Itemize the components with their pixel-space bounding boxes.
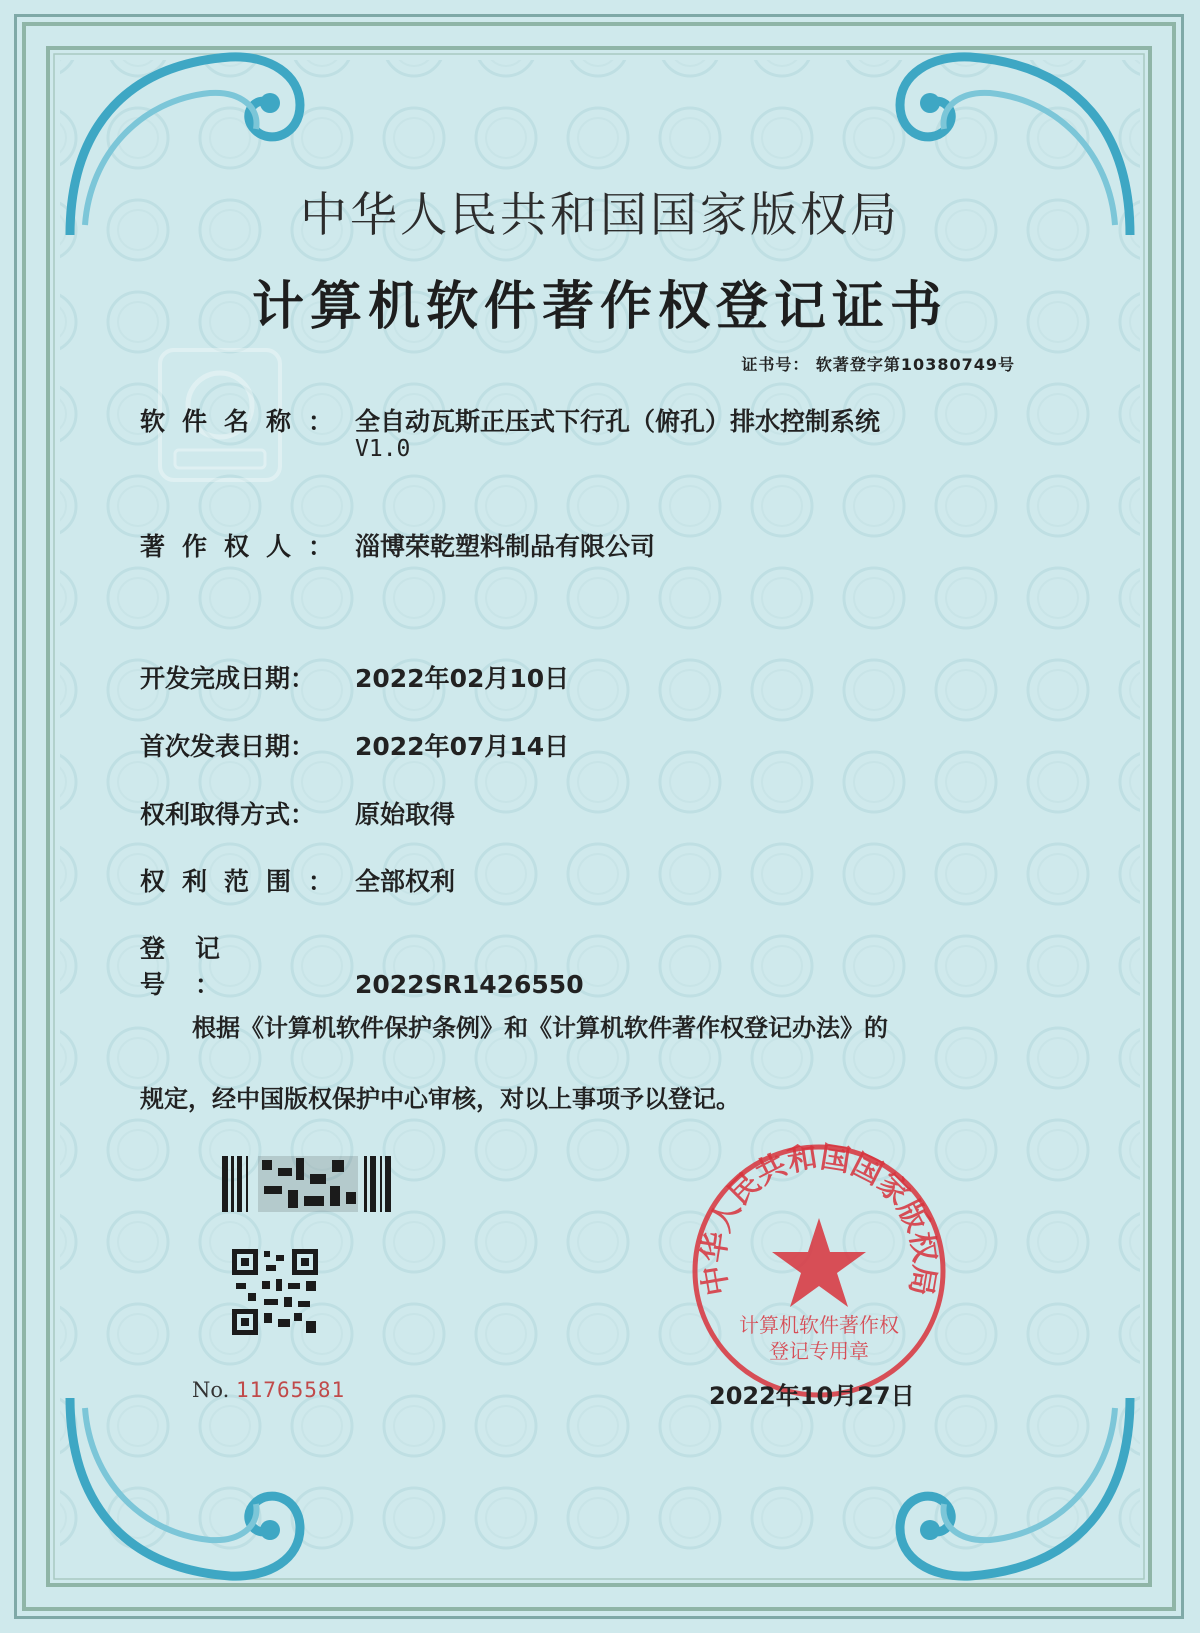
statement-line-1: 根据《计算机软件保护条例》和《计算机软件著作权登记办法》的 [192,1014,888,1042]
acquire-row [140,795,455,831]
acquire-label: 权利取得方式： [140,800,316,829]
stamp-inner-line-2: 登记专用章 [769,1339,869,1363]
serial-prefix: No. [192,1378,230,1402]
acquire-value: 原始取得 [355,800,456,829]
issue-date: 2022年10月27日 [709,1382,915,1410]
official-red-seal [688,1140,950,1402]
cert-no-value: 软著登字第10380749号 [815,355,1015,374]
qr-code [232,1249,318,1335]
barcode [222,1156,392,1212]
certificate-title: 计算机软件著作权登记证书 [251,277,948,337]
reg-no-value: 2022SR1426550 [355,970,584,999]
publish-date-value: 2022年07月14日 [355,732,570,761]
publish-date-row [140,727,569,763]
corner-ornament-bottom-left [60,1388,320,1588]
software-name-value: 全自动瓦斯正压式下行孔（俯孔）排水控制系统 [355,407,881,436]
serial-number [192,1378,345,1402]
reg-no-row [140,929,584,1001]
software-name-label: 软件名称： [140,407,351,436]
scope-label: 权利范围： [140,867,351,896]
issuing-authority: 中华人民共和国国家版权局 [300,188,900,243]
serial-value: 11765581 [236,1378,346,1402]
owner-row [140,527,655,563]
publish-date-label: 首次发表日期： [140,732,316,761]
owner-value: 淄博荣乾塑料制品有限公司 [355,532,656,561]
scope-value: 全部权利 [355,867,456,896]
software-name-row [140,402,880,438]
scope-row [140,862,455,898]
dev-date-value: 2022年02月10日 [355,664,570,693]
certificate-number [741,352,1015,375]
owner-label: 著作权人： [140,532,351,561]
software-version: V1.0 [355,436,411,462]
statement-line-2: 规定，经中国版权保护中心审核，对以上事项予以登记。 [140,1085,740,1113]
dev-date-label: 开发完成日期： [140,664,316,693]
stamp-ring-text: 中华人民共和国国家版权局 [696,1140,942,1299]
cert-no-label: 证书号： [741,355,810,374]
stamp-inner-line-1: 计算机软件著作权 [739,1313,899,1337]
reg-no-label: 登记号： [140,934,251,999]
corner-ornament-bottom-right [880,1388,1140,1588]
dev-date-row [140,659,569,695]
